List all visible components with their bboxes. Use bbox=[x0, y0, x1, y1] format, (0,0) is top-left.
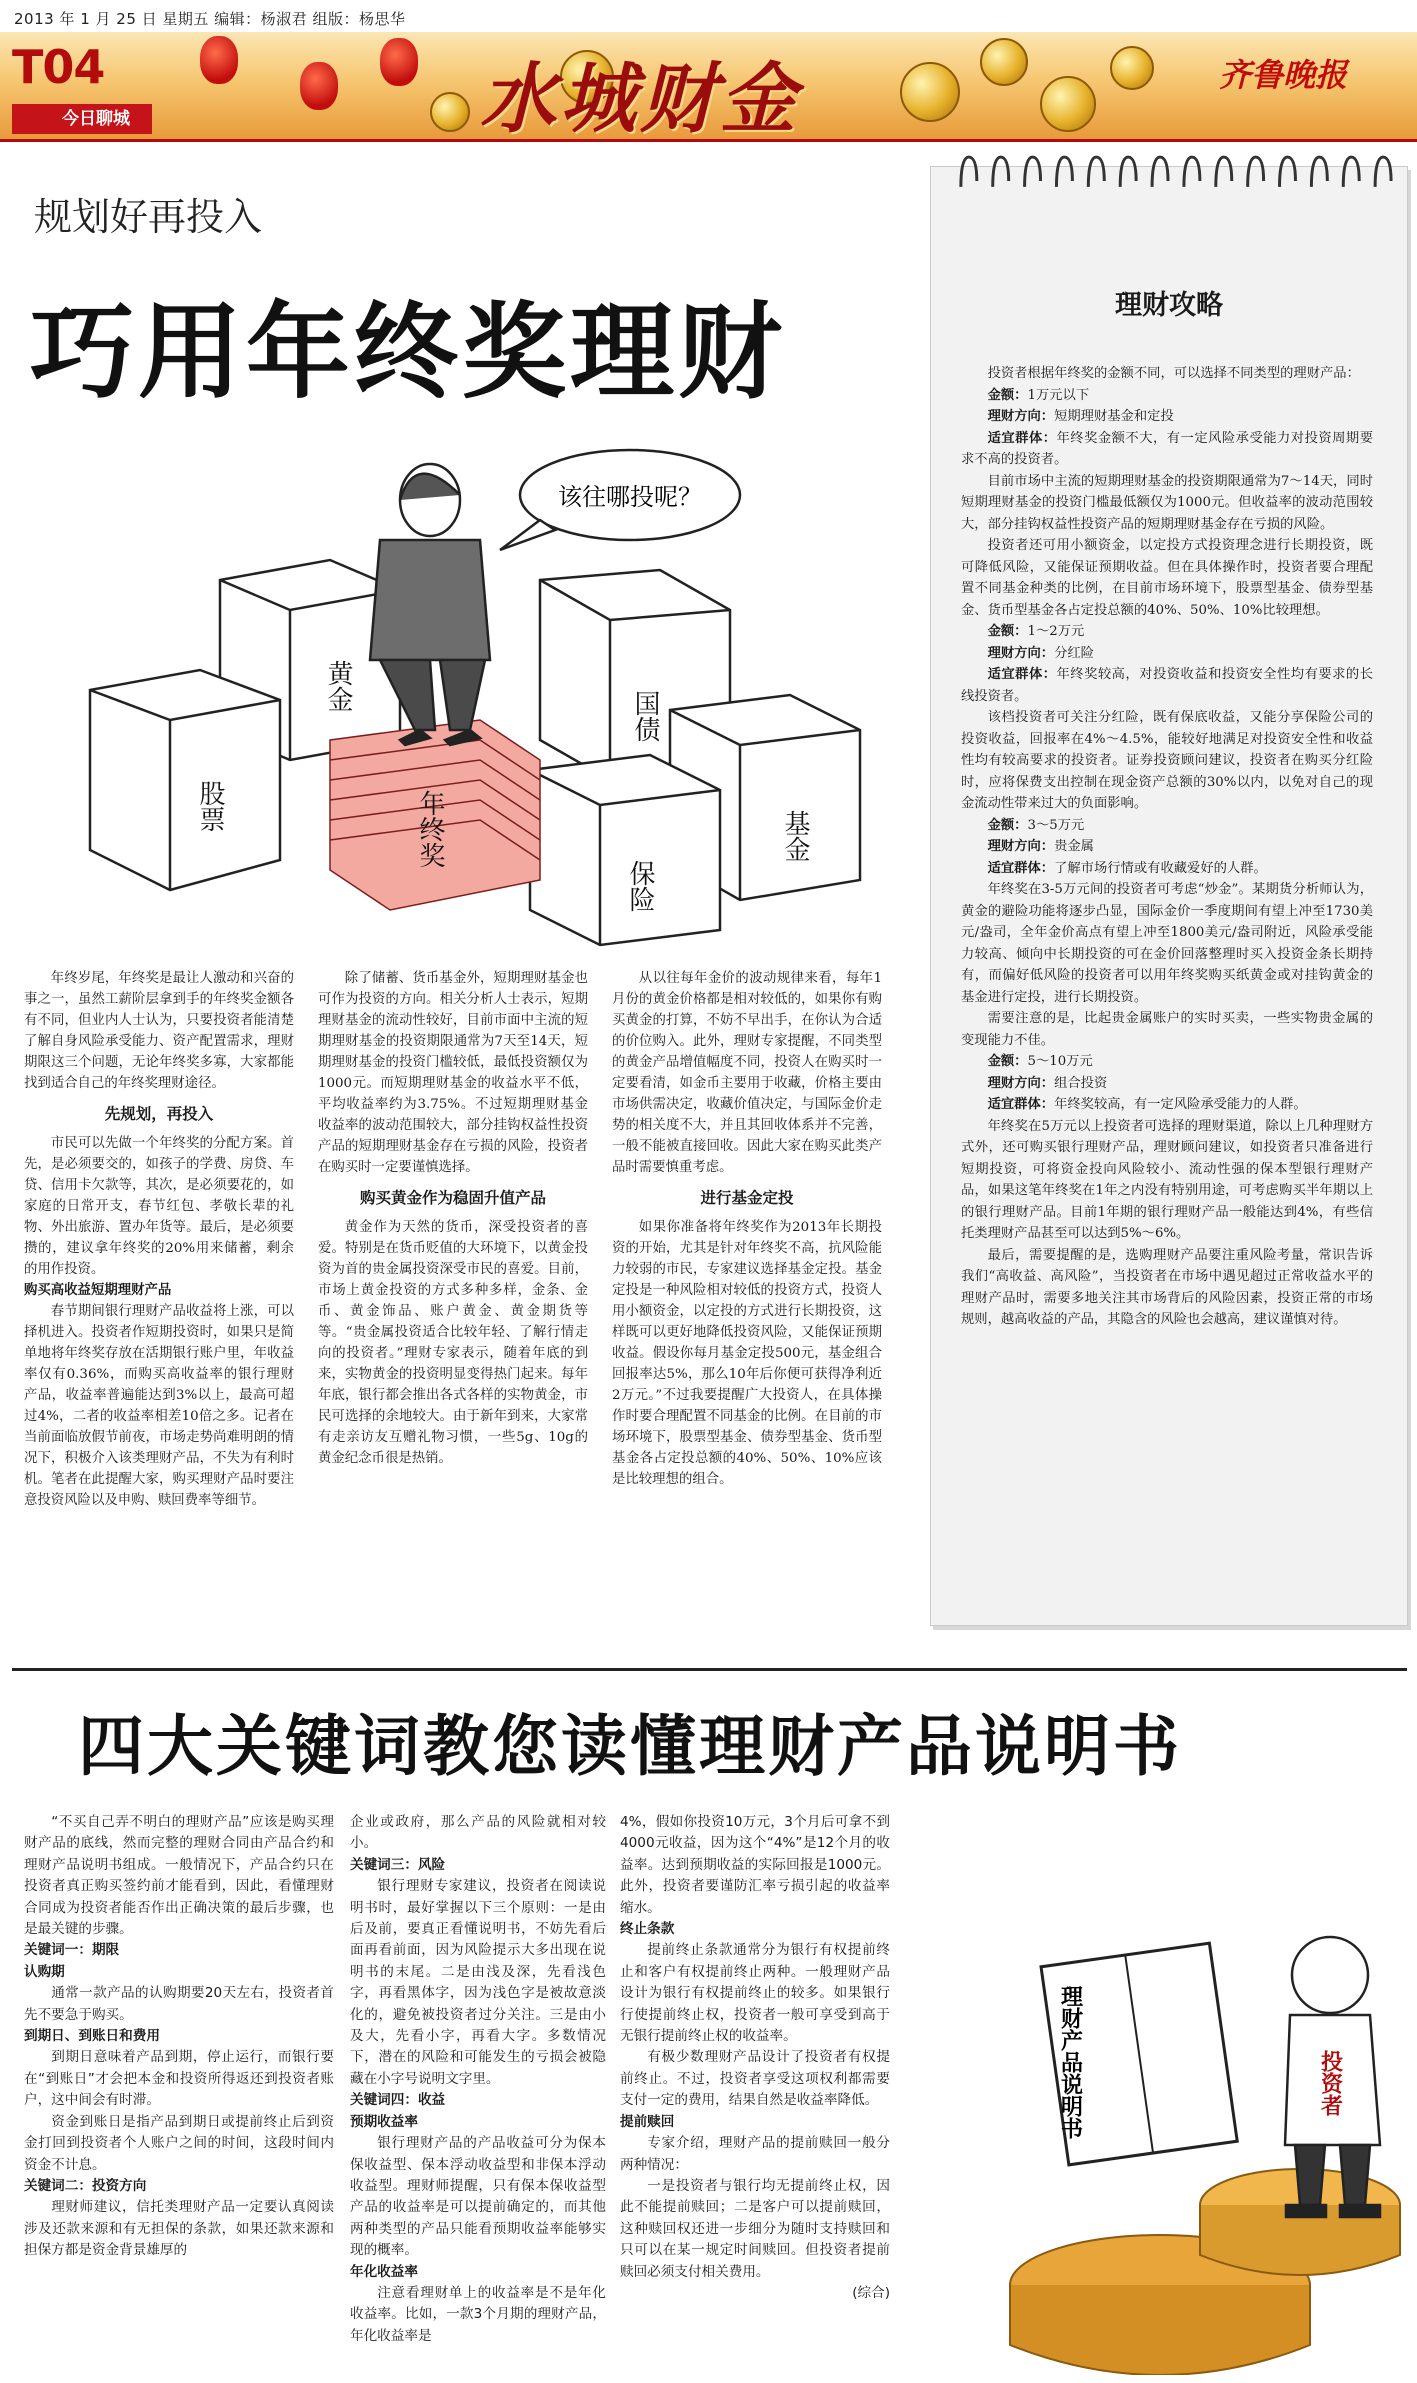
section-tag: 今日聊城 bbox=[12, 104, 152, 134]
story2-column-2 bbox=[350, 1812, 606, 2347]
paragraph: 专家介绍，理财产品的提前赎回一般分两种情况： bbox=[620, 2135, 890, 2173]
keyword-heading: 关键词一：期限 bbox=[24, 1942, 120, 1959]
paragraph: 提前终止条款通常分为银行有权提前终止和客户有权提前终止两种。一般理财产品设计为银行有权提前终止的较多。如果银行行使提前终止权，投资者一般可享受到高于无银行提前终止权的收益率。 bbox=[620, 1942, 890, 2045]
subheading: 购买黄金作为稳固升值产品 bbox=[359, 1189, 546, 1207]
headline: 巧用年终奖理财 bbox=[30, 291, 787, 413]
keyword-heading: 关键词三：风险 bbox=[350, 1856, 446, 1873]
paragraph: 银行理财专家建议，投资者在阅读说明书时，最好掌握以下三个原则：一是由后及前，要真正看懂说明书，不妨先看后面再看前面，因为风险提示大多出现在说明书的末尾。二是由浅及深，先看浅色字，再看黑体字，因为浅色字是被故意淡化的，避免被投资者过分关注。三是由小及大，先看小字，再看大字。多数情况下，潜在的风险和可能发生的亏损会被隐藏在小字号说明文字里。 bbox=[350, 1878, 606, 2087]
lantern-icon bbox=[380, 38, 418, 86]
person-label: 投资者 bbox=[1317, 2050, 1343, 2116]
story2-column-3 bbox=[620, 1812, 890, 2304]
tier-amount: 金额：1～2万元 bbox=[987, 624, 1085, 639]
paragraph: 通常一款产品的认购期要20天左右，投资者首先不要急于购买。 bbox=[24, 1985, 334, 2023]
keyword-heading: 认购期 bbox=[24, 1963, 65, 1980]
box-label-stocks: 股票 bbox=[195, 780, 225, 832]
lead-column-3 bbox=[612, 968, 882, 1490]
lantern-icon bbox=[300, 62, 338, 110]
lantern-icon bbox=[200, 36, 238, 84]
page-code: T04 bbox=[12, 40, 105, 94]
paragraph: 一是投资者与银行均无提前终止权，因此不能提前赎回；二是客户可以提前赎回，这种赎回权还进一步细分为随时支持赎回和只可以在某一规定时间赎回。但投资者提前赎回必须支付相关费用。 bbox=[620, 2177, 890, 2280]
box-label-gold: 黄金 bbox=[323, 660, 353, 712]
coin-graphic bbox=[980, 38, 1028, 86]
sidebar-notepad bbox=[930, 166, 1408, 1626]
story2-column-1 bbox=[24, 1812, 334, 2262]
investor-illustration bbox=[1000, 1905, 1410, 2375]
paragraph: 银行理财产品的产品收益可分为保本保收益型、保本浮动收益型和非保本浮动收益型。理财师提醒，只有保本保收益型产品的收益率是可以提前确定的，而其他两种类型的产品只能看预期收益率能够实现的概率。 bbox=[350, 2135, 606, 2259]
paragraph: 该档投资者可关注分红险，既有保底收益，又能分享保险公司的投资收益，回报率在4%～4.5%，能较好地满足对投资安全性和收益性均有较高要求的投资者。证券投资顾问建议，投资者在购买分红险时，应将保费支出控制在现金资产总额的30%以内，以免对自己的现金流动性带来过大的负面影响。 bbox=[961, 710, 1373, 811]
source-credit: (综合) bbox=[852, 2284, 890, 2301]
paragraph: 市民可以先做一个年终奖的分配方案。首先，是必须要交的，如孩子的学费、房贷、车贷、信用卡欠款等，其次，是必须要花的，如家庭的日常开支，春节红包、孝敬长辈的礼物、外出旅游、置办年货等。最后，是必须要攒的，建议拿年终奖的20%用来储蓄，剩余的用作投资。 bbox=[24, 1136, 294, 1277]
paragraph: 理财师建议，信托类理财产品一定要认真阅读涉及还款来源和有无担保的条款，如果还款来源和担保方都是资金背景雄厚的 bbox=[24, 2199, 334, 2259]
section-divider bbox=[12, 1668, 1407, 1671]
tier-amount: 金额：5～10万元 bbox=[987, 1054, 1093, 1069]
paragraph: 到期日意味着产品到期，停止运行，而银行要在“到账日”才会把本金和投资所得返还到投资者账户，这中间会有时滞。 bbox=[24, 2049, 334, 2109]
tier-people: 适宜群体：年终奖金额不大，有一定风险承受能力对投资周期要求不高的投资者。 bbox=[961, 430, 1374, 467]
keyword-heading: 到期日、到账日和费用 bbox=[24, 2028, 160, 2045]
paragraph: 企业或政府，那么产品的风险就相对较小。 bbox=[350, 1814, 606, 1852]
paper-logo: 齐鲁晚报 bbox=[1218, 56, 1347, 94]
box-label-insurance: 保险 bbox=[625, 860, 655, 912]
sidebar-body bbox=[961, 363, 1373, 1331]
tier-people: 适宜群体：年终奖较高，对投资收益和投资安全性均有要求的长线投资者。 bbox=[961, 667, 1374, 704]
paragraph: 4%，假如你投资10万元，3个月后可拿不到4000元收益，因为这个“4%”是12个月的收益率。达到预期收益的实际回报是1000元。此外，投资者要谨防汇率亏损引起的收益率缩水。 bbox=[620, 1814, 890, 1916]
keyword-heading: 年化收益率 bbox=[350, 2263, 418, 2280]
paragraph: 年终奖在3-5万元间的投资者可考虑“炒金”。某期货分析师认为，黄金的避险功能将逐步凸显，国际金价一季度期间有望上冲至1730美元/盎司，全年金价高点有望上冲至1800美元/盎司附近，风险承受能力较高、倾向中长期投资的可在金价回落整理时买入投资金条长期持有，而偏好低风险的投资者可以用年终奖购买纸黄金或对挂钩黄金的基金进行定投，进行长期投资。 bbox=[961, 882, 1373, 1005]
keyword-heading: 终止条款 bbox=[620, 1921, 675, 1938]
coin-graphic bbox=[430, 92, 470, 132]
paragraph: 资金到账日是指产品到期日或提前终止后到资金打回到投资者个人账户之间的时间，这段时间内资金不计息。 bbox=[24, 2113, 334, 2173]
box-label-bonds: 国债 bbox=[630, 690, 660, 742]
tier-method: 理财方向：贵金属 bbox=[987, 839, 1094, 854]
paragraph: 最后，需要提醒的是，选购理财产品要注重风险考量，常识告诉我们“高收益、高风险”，当投资者在市场中遇见超过正常收益水平的理财产品时，需要多地关注其市场背后的风险因素，投资正常的市场规则，越高收益的产品，其隐含的风险也会越高，建议谨慎对待。 bbox=[961, 1247, 1373, 1327]
spiral-binding-icon bbox=[931, 151, 1407, 191]
keyword-heading: 关键词四：收益 bbox=[350, 2092, 446, 2109]
paragraph: 除了储蓄、货币基金外，短期理财基金也可作为投资的方向。相关分析人士表示，短期理财基金的流动性较好，目前市面中主流的短期理财基金的投资期限通常为7天至14天，短期理财基金的投资门槛较低，最低投资额仅为1000元。而短期理财基金的收益水平不低，平均收益率约为3.75%。不过短期理财基金收益率的波动范围较大，部分挂钩权益性投资产品的短期理财基金存在亏损的风险，投资者在购买时一定要谨慎选择。 bbox=[318, 971, 588, 1175]
tier-amount: 金额：3～5万元 bbox=[987, 817, 1085, 833]
paragraph: 年终奖在5万元以上投资者可选择的理财渠道，除以上几种理财方式外，还可购买银行理财产品，理财顾问建议，如投资者只准备进行短期投资，可将资金投向风险较小、流动性强的保本型银行理财产品，如果这笔年终奖在1年之内没有特别用途，可考虑购买半年期以上的银行理财产品。目前1年期的银行理财产品一般能达到4%，有些信托类理财产品甚至可以达到5%～6%。 bbox=[961, 1118, 1373, 1241]
kicker: 规划好再投入 bbox=[34, 195, 263, 239]
subheading: 购买高收益短期理财产品 bbox=[24, 1283, 172, 1298]
paragraph: 春节期间银行理财产品收益将上涨，可以择机进入。投资者作短期投资时，如果只是简单地将年终奖存放在活期银行账户里，年收益率仅有0.36%，而购买高收益率的银行理财产品，收益率普遍能达到3%以上，最高可超过4%，二者的收益率相差10倍之多。记者在当前面临放假节前夜，市场走势尚难明朗的情况下，积极介入该类理财产品，不失为有利时机。笔者在此提醒大家，购买理财产品时要注意投资风险以及申购、赎回费率等细节。 bbox=[24, 1304, 294, 1508]
paragraph: “不买自己弄不明白的理财产品”应该是购买理财产品的底线，然而完整的理财合同由产品合约和理财产品说明书组成。一般情况下，产品合约只在投资者真正购买签约前才能看到，因此，看懂理财合同成为投资者能否作出正确决策的最后步骤，也是最关键的步骤。 bbox=[24, 1814, 334, 1938]
tier-method: 理财方向：组合投资 bbox=[987, 1075, 1108, 1091]
subheading: 先规划，再投入 bbox=[104, 1105, 214, 1123]
tier-method: 理财方向：短期理财基金和定投 bbox=[987, 409, 1174, 424]
paragraph: 年终岁尾，年终奖是最让人激动和兴奋的事之一，虽然工薪阶层拿到手的年终奖金额各有不同，但业内人士认为，只要投资者能清楚了解自身风险承受能力、资产配置需求，理财期限这三个问题，无论年终奖多寡，大家都能找到适合自己的年终奖理财途径。 bbox=[24, 971, 294, 1091]
lead-column-2 bbox=[318, 968, 588, 1469]
dateline: 2013 年 1 月 25 日 星期五 编辑：杨淑君 组版：杨思华 bbox=[14, 10, 406, 28]
coin-graphic bbox=[1110, 46, 1154, 90]
paragraph: 目前市场中主流的短期理财基金的投资期限通常为7～14天，同时短期理财基金的投资门槛最低额仅为1000元。但收益率的波动范围较大，部分挂钩权益性投资产品的短期理财基金存在亏损的风险。 bbox=[961, 473, 1373, 532]
keyword-heading: 预期收益率 bbox=[350, 2113, 418, 2130]
masthead-title: 水城财金 bbox=[480, 54, 800, 143]
tier-amount: 金额：1万元以下 bbox=[987, 387, 1090, 403]
lead-column-1 bbox=[24, 968, 294, 1511]
boxes-illustration bbox=[70, 440, 870, 950]
box-label-fund: 基金 bbox=[780, 810, 810, 862]
keyword-heading: 关键词二：投资方向 bbox=[24, 2177, 147, 2194]
paragraph: 需要注意的是，比起贵金属账户的实时买卖，一些实物贵金属的变现能力不佳。 bbox=[961, 1011, 1373, 1048]
sidebar-title: 理财攻略 bbox=[1115, 290, 1223, 321]
paragraph: 从以往每年金价的波动规律来看，每年1月份的黄金价格都是相对较低的，如果你有购买黄金的打算，不妨不早出手，在你认为合适的价位购入。此外，理财专家提醒，不同类型的黄金产品增值幅度不同，投资人在购买时一定要看清，如金币主要用于收藏，价格主要由市场供需决定，收藏价值决定，与国际金价走势的相关度不大，并且其回收体系并不完善，一般不能被直接回收。因此大家在购买此类产品时需要慎重考虑。 bbox=[612, 971, 882, 1175]
paragraph: 投资者还可用小额资金，以定投方式投资理念进行长期投资，既可降低风险，又能保证预期收益。但在具体操作时，投资者要合理配置不同基金种类的比例，在目前市场环境下，股票型基金、债券型基金、货币型基金各占定投总额的40%、50%、10%比较理想。 bbox=[961, 538, 1373, 618]
coin-graphic bbox=[1040, 76, 1096, 132]
paragraph: 投资者根据年终奖的金额不同，可以选择不同类型的理财产品： bbox=[987, 366, 1360, 381]
tier-people: 适宜群体：年终奖较高，有一定风险承受能力的人群。 bbox=[987, 1097, 1307, 1112]
tier-people: 适宜群体：了解市场行情或有收藏爱好的人群。 bbox=[987, 860, 1267, 876]
tier-method: 理财方向：分红险 bbox=[987, 645, 1094, 661]
book-text: 理财产品说明书 bbox=[1057, 1985, 1083, 2139]
paragraph: 黄金作为天然的货币，深受投资者的喜爱。特别是在货币贬值的大环境下，以黄金投资为首的贵金属投资深受市民的喜爱。目前，市场上黄金投资的方式多种多样，金条、金币、黄金饰品、账户黄金、黄金期货等等。“贵金属投资适合比较年轻、了解行情走向的投资者。”理财专家表示，随着年底的到来，实物黄金的投资明显变得热门起来。每年年底，银行都会推出各式各样的实物黄金，市民可选择的余地较大。由于新年到来，大家常有走亲访友互赠礼物习惯，一些5g、10g的黄金纪念币很是热销。 bbox=[318, 1220, 588, 1466]
keyword-heading: 提前赎回 bbox=[620, 2113, 675, 2130]
subheading: 进行基金定投 bbox=[700, 1189, 794, 1207]
paragraph: 如果你准备将年终奖作为2013年长期投资的开始，尤其是针对年终奖不高，抗风险能力较弱的市民，专家建议选择基金定投。基金定投是一种风险相对较低的投资方式，投资人用小额资金，以定投的方式进行长期投资，这样既可以更好地降低投资风险，又能保证预期收益。假设你每月基金定投500元，基金组合回报率达5%，那么10年后你便可获得净利近2万元。”不过我要提醒广大投资人，在具体操作时要合理配置不同基金的比例。在目前的市场环境下，股票型基金、债券型基金、货币型基金各占定投总额的40%、50%、10%应该是比较理想的组合。 bbox=[612, 1220, 882, 1487]
headline-2: 四大关键词教您读懂理财产品说明书 bbox=[78, 1708, 1182, 1785]
coin-graphic bbox=[900, 62, 960, 122]
paragraph: 有极少数理财产品设计了投资者有权提前终止。不过，投资者享受这项权利都需要支付一定的费用，结果自然是收益率降低。 bbox=[620, 2049, 890, 2109]
speech-text: 该往哪投呢？ bbox=[558, 483, 702, 511]
box-label-bonus: 年终奖 bbox=[415, 790, 445, 868]
paragraph: 注意看理财单上的收益率是不是年化收益率。比如，一款3个月期的理财产品，年化收益率是 bbox=[350, 2284, 606, 2344]
